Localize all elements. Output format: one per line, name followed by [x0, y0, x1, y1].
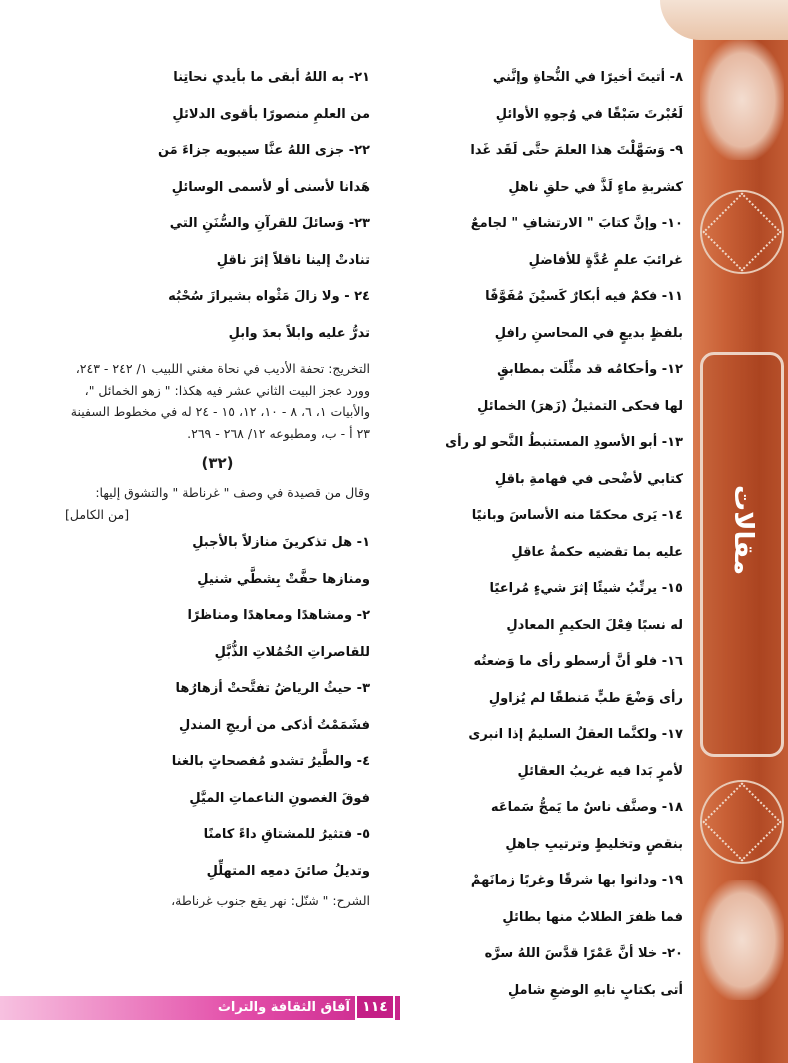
page-number: ١١٤	[355, 994, 395, 1020]
verse-line: ١٤- يَرى محكمًا منه الأساسَ وبانيًا	[471, 508, 683, 523]
arabesque-ornament	[700, 40, 784, 160]
verse-line: ١٥- يرتِّبُ شيئًا إثرَ شيءٍ مُراعيًا	[489, 581, 683, 596]
verse-line: بلفظٍ بديعٍ في المحاسنِ رافلِ	[494, 325, 683, 341]
verse-line: ٣- حيثُ الرياضُ تفتَّحتْ أزهارُها	[175, 681, 370, 696]
verse-line: لأمرٍ بَدا فيه غريبُ العقائلِ	[517, 763, 683, 779]
verse-line: ١٧- ولكنَّما العقلُ السليمُ إذا انبرى	[468, 727, 683, 742]
verse-line: من العلمِ منصورًا بأقوى الدلائلِ	[172, 106, 370, 122]
right-column	[395, 60, 683, 1009]
verse-line: ٥- فتثيرُ للمشتاقِ داءً كامنًا	[203, 827, 370, 842]
verse-line: ١٣- أبو الأسودِ المستنبطُ النَّحو لو رأى	[445, 435, 683, 450]
verse-line: فوقَ الغصونِ الناعماتِ الميَّلِ	[189, 790, 370, 806]
verse-line: ١٦- فلو أنَّ أرسطو رأى ما وَضعتُه	[473, 654, 683, 669]
verse-line: ٢٠- خلا أنَّ عَمْرًا قدَّسَ اللهُ سرَّه	[484, 946, 683, 961]
page-curl-ornament	[660, 0, 788, 40]
verse-line: لَعُبْرتَ سَبْقًا في وُجوهِ الأوائلِ	[495, 106, 683, 122]
verse-line: تنادتْ إلينا ناقلاً إثرَ ناقلِ	[216, 252, 370, 268]
verse-line: ١٢- وأحكامُه قد مثِّلَت بمطابقٍ	[497, 362, 683, 377]
verse-line: ١- هل تذكرينَ منازلاً بالأجبلِ	[192, 535, 370, 550]
verse-line: رأى وَضْعَ طبٍّ مَنطقًا لم يُزاولِ	[488, 690, 683, 706]
verse-line: ٢١- به اللهُ أبقى ما بأيدي نحاتِنا	[173, 70, 370, 85]
verse-line: عليه بما تقضيه حكمةُ عاقلِ	[511, 544, 683, 560]
verse-line: ١٨- وصنَّف ناسٌ ما يَمجُّ سَماعَه	[490, 800, 683, 815]
verse-line: ٢٢- جزى اللهُ عنَّا سيبويه جزاءَ مَن	[157, 143, 370, 158]
left-column	[65, 60, 370, 912]
arabesque-ornament	[700, 880, 784, 1000]
poem-number: (٣٢)	[201, 454, 234, 472]
poem-intro: وقال من قصيدة في وصف " غرناطة " والتشوق إليها:	[95, 485, 370, 500]
verse-line: للقاصراتِ الخُمُلاتِ الذُّبَّلِ	[214, 644, 370, 660]
verse-line: لها فحكى التمثيلُ (زَهرَ) الخمائلِ	[477, 398, 683, 414]
verse-line: فشَمَمْتُ أذكى من أريجِ المندلِ	[179, 717, 370, 733]
section-label: مقالات	[728, 484, 758, 576]
verse-line: له نسبًا فِعْلَ الحكيمِ المعادلِ	[506, 617, 683, 633]
sharh-note: الشرح: " شنّل: نهر يقع جنوب غرناطة،	[171, 893, 370, 908]
poem-meter: [من الكامل]	[65, 506, 130, 522]
verse-line: ٩- وَسَهَّلْتَ هذا العلمَ حتَّى لَقَد غَدا	[470, 143, 683, 158]
verse-line: ١١- فكمْ فيه أبكارٌ كَسيْنَ مُفَوَّفًا	[485, 289, 683, 304]
magazine-title: آفاق الثقافة والتراث	[217, 1000, 350, 1015]
verse-line: هَدانا لأسنى أو لأسمى الوسائلِ	[171, 179, 370, 195]
arabesque-ornament	[700, 780, 784, 864]
verse-line: ٢- ومشاهدًا ومعاهدًا ومناظرًا	[187, 608, 370, 623]
verse-line: فما ظفرَ الطلابُ منها بطائلِ	[502, 909, 683, 925]
arabesque-ornament	[700, 190, 784, 274]
verse-line: ٢٣- وَسائلَ للقرآنِ والسُّنَنِ التي	[169, 216, 370, 231]
verse-line: ١٩- ودانوا بها شرقًا وغربًا زمانَهمْ	[470, 873, 683, 888]
verse-line: كتابي لأضْحى في فهامةِ باقلِ	[494, 471, 683, 487]
verse-line: أتى بكتابٍ نابهِ الوضعِ شاملِ	[507, 982, 683, 998]
verse-line: كشربةِ ماءٍ لَذَّ في حلقِ ناهلِ	[508, 179, 683, 195]
verse-line: ٤- والطَّيرُ تشدو مُفصحاتٍ بالغنا	[171, 754, 370, 769]
verse-line: وتديلُ صائنَ دمعِه المتهلِّلِ	[206, 863, 370, 879]
verse-line: ١٠- وإنَّ كتابَ " الارتشافِ " لجامعٌ	[470, 216, 683, 231]
verse-line: بنقصٍ وتخليطٍ وترتيبِ جاهلِ	[505, 836, 683, 852]
verse-line: ٢٤ - ولا زالَ مَثْواه بشيرازَ سُحْبُه	[168, 289, 370, 304]
takhrij-note: التخريج: تحفة الأديب في نحاة مغني اللبيب ١/ ٢٤٢ - ٢٤٣، وورد عجز البيت الثاني عشر فيه هكذا: " زهو الخمائل "، والأبيات ١، ٦، ٨ - ١٠، ١٢، ١٥ - ٢٤ له في مخطوط السفينة ٢٣ أ - ب، ومطبوعه ١٢/ ٢٦٨ - ٢٦٩.	[70, 361, 370, 441]
verse-line: تدرُّ عليه وابلاً بعدَ وابلِ	[228, 325, 370, 341]
verse-line: ومنازها حفَّتْ بِشطَّي شنيلِ	[197, 571, 370, 587]
verse-line: غرائبَ علمٍ عُدَّةٍ للأفاضلِ	[528, 252, 683, 268]
verse-line: ٨- أتيتَ أخيرًا في النُّحاةِ وإنَّني	[492, 70, 683, 85]
